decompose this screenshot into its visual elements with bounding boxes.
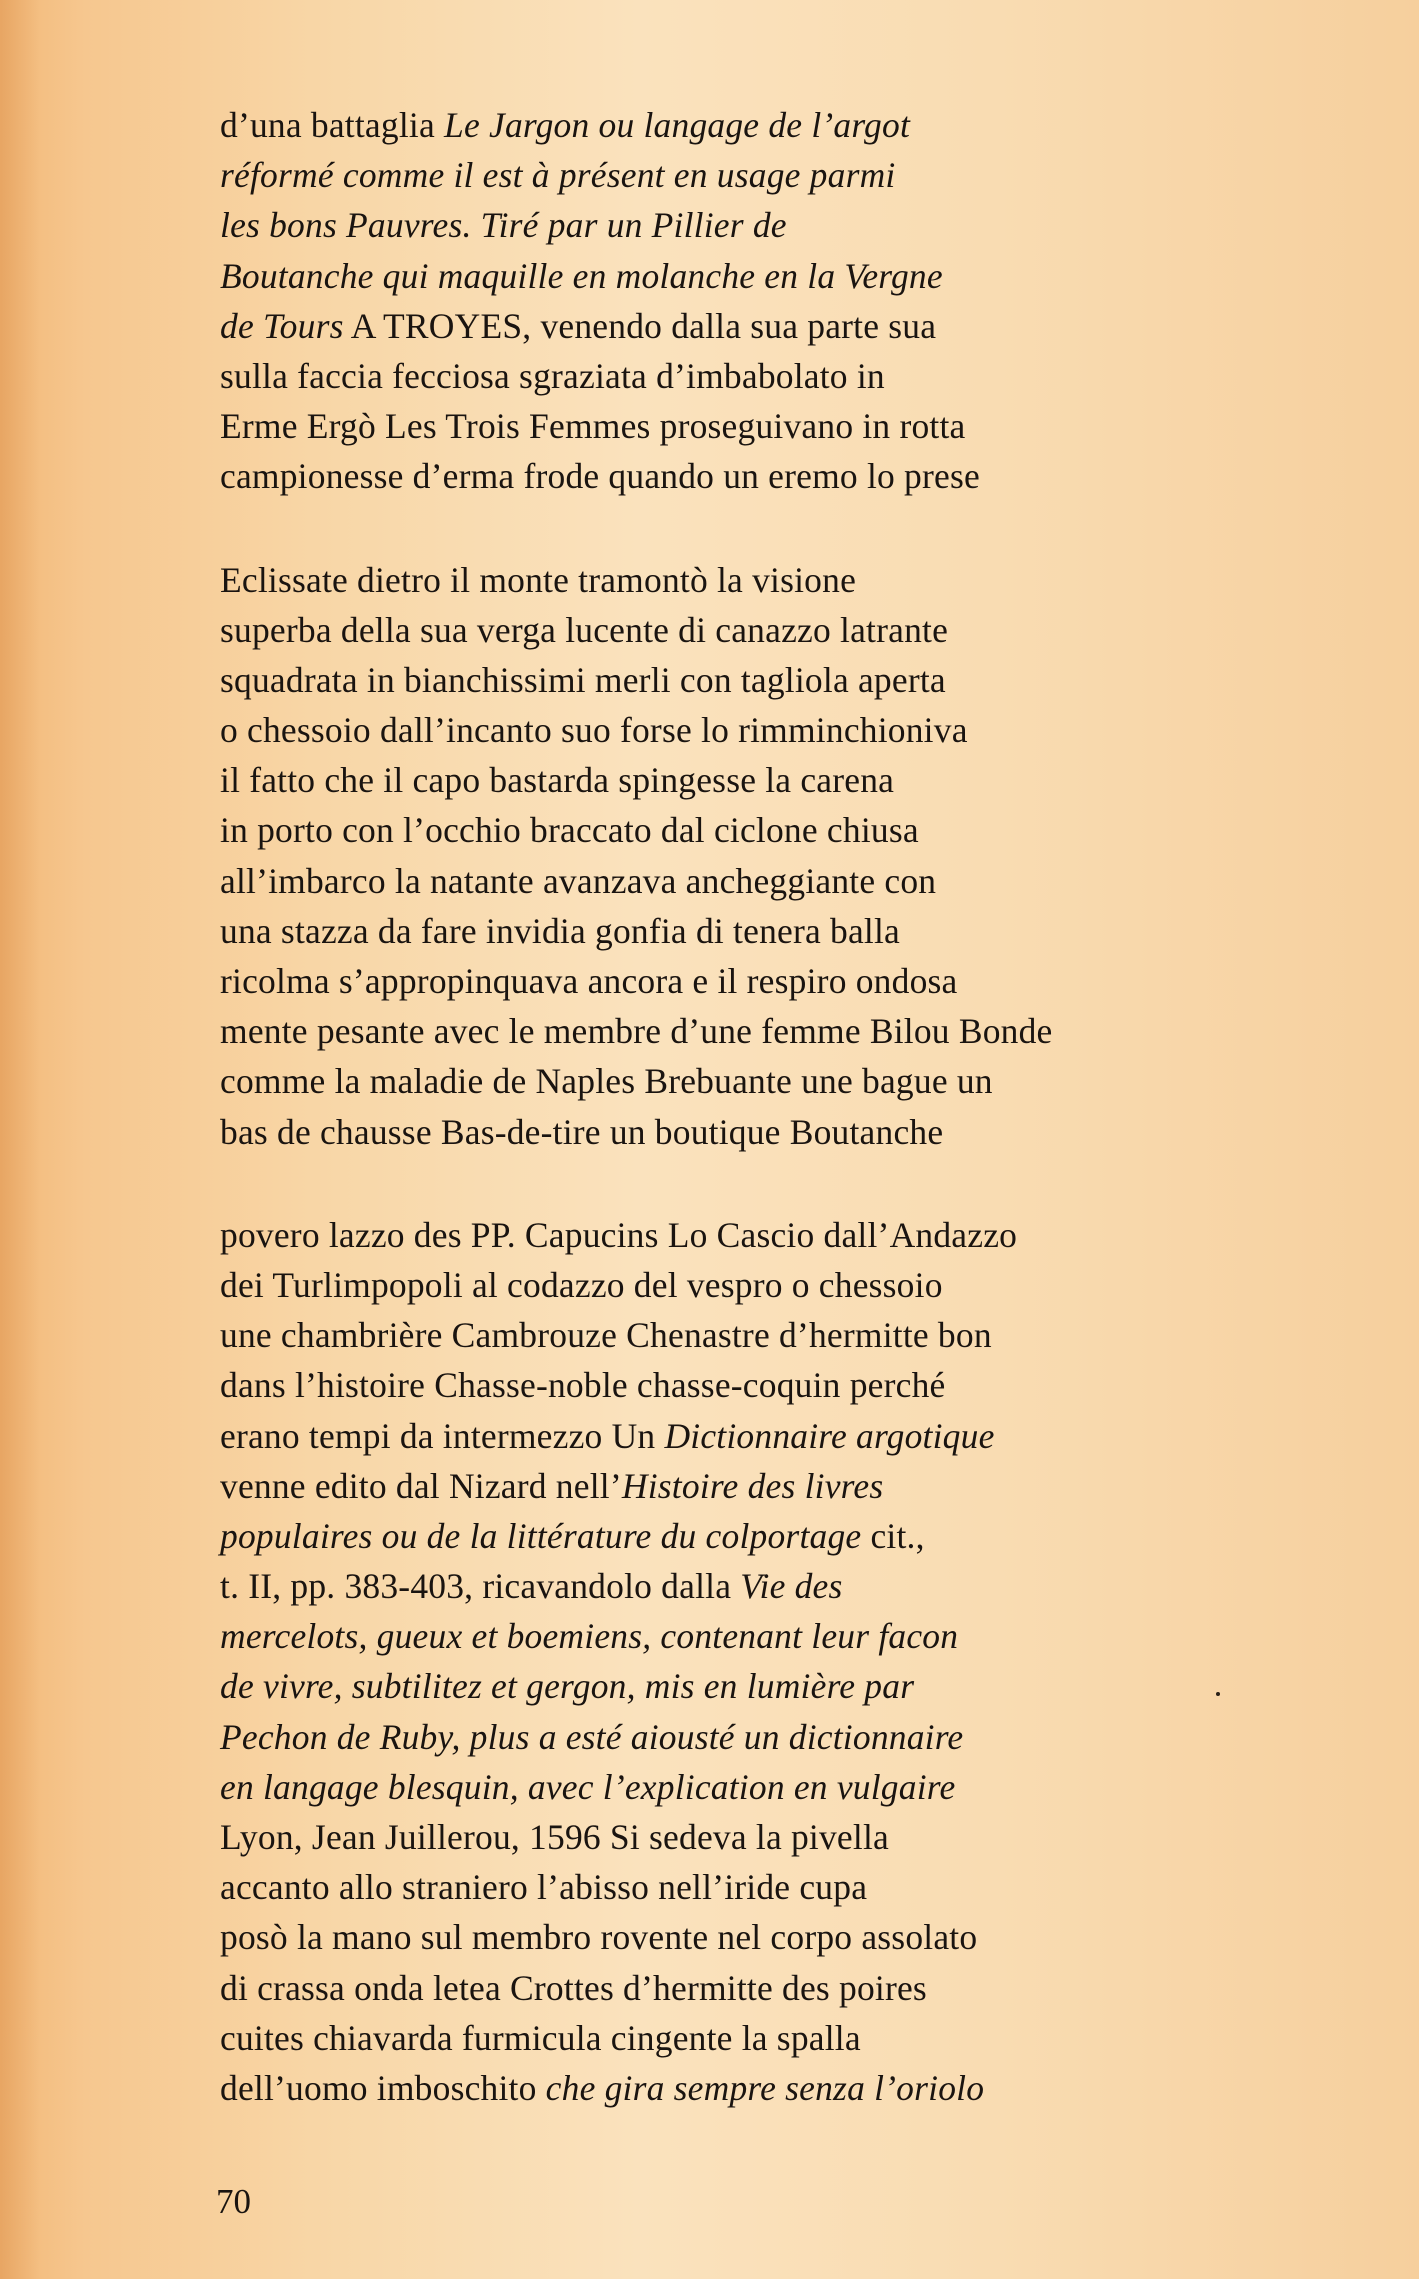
italic-segment: réformé comme il est à présent en usage parmi (220, 155, 896, 196)
text-line (220, 1107, 1340, 1157)
text-line (220, 805, 1340, 855)
poem-text (220, 100, 1340, 2113)
italic-segment: che gira sempre senza l’oriolo (545, 2067, 985, 2108)
text-segment: d’una battaglia (220, 105, 445, 145)
page-number: 70 (216, 2182, 251, 2221)
text-line (220, 1006, 1340, 1056)
text-segment: mente pesante avec le membre d’une femme Bilou Bonde (220, 1011, 1053, 1052)
text-segment: Lyon, Jean Juillerou, 1596 Si sedeva la pivella (220, 1817, 889, 1857)
stanza (220, 555, 1340, 1157)
italic-segment: Vie des (740, 1566, 843, 1607)
text-segment: A TROYES, venendo dalla sua parte sua (343, 305, 937, 346)
text-line (220, 1561, 1340, 1611)
text-line (220, 1611, 1340, 1661)
text-segment: accanto allo straniero l’abisso nell’iride cupa (220, 1867, 868, 1908)
text-segment: une chambrière Cambrouze Chenastre d’hermitte bon (220, 1315, 992, 1356)
italic-segment: en langage blesquin, avec l’explication en vulgaire (220, 1766, 956, 1807)
text-line (220, 555, 1340, 605)
text-segment: posò la mano sul membro rovente nel corpo assolato (220, 1917, 978, 1958)
text-line (220, 2063, 1340, 2113)
italic-segment: Le Jargon ou langage de l’argot (444, 105, 911, 145)
text-line (220, 605, 1340, 655)
binding-shadow (0, 0, 40, 2279)
text-line (220, 856, 1340, 906)
text-segment: ricolma s’appropinquava ancora e il respiro ondosa (220, 961, 958, 1001)
text-line (220, 1360, 1340, 1410)
stanza (220, 100, 1340, 502)
italic-segment: populaires ou de la littérature du colportage (220, 1515, 862, 1556)
italic-segment: les bons Pauvres. Tiré par un Pillier de (220, 205, 787, 246)
text-line (220, 1511, 1340, 1561)
italic-segment: de vivre, subtilitez et gergon, mis en lumière par (220, 1666, 915, 1707)
text-line (220, 451, 1340, 501)
text-segment: dei Turlimpopoli al codazzo del vespro o chessoio (220, 1264, 943, 1305)
text-line (220, 351, 1340, 401)
text-segment: dell’uomo imboschito (220, 2067, 546, 2108)
text-line (220, 1056, 1340, 1106)
text-segment: Eclissate dietro il monte tramontò la visione (220, 559, 857, 600)
stanza (220, 1210, 1340, 2113)
text-line (220, 655, 1340, 705)
text-segment: di crassa onda letea Crottes d’hermitte des poires (220, 1967, 927, 2008)
italic-segment: Histoire des livres (621, 1465, 884, 1506)
text-segment: in porto con l’occhio braccato dal ciclone chiusa (220, 810, 919, 851)
stray-ink-dot (1216, 1692, 1220, 1696)
text-segment: Erme Ergò Les Trois Femmes proseguivano in rotta (220, 406, 966, 447)
text-segment: una stazza da fare invidia gonfia di tenera balla (220, 910, 901, 951)
text-line (220, 2013, 1340, 2063)
text-line (220, 1461, 1340, 1511)
text-line (220, 1260, 1340, 1310)
text-segment: squadrata in bianchissimi merli con tagliola aperta (220, 659, 946, 700)
text-segment: t. II, pp. 383-403, ricavandolo dalla (220, 1566, 741, 1607)
text-segment: sulla faccia fecciosa sgraziata d’imbabolato in (220, 355, 885, 396)
text-segment: povero lazzo des PP. Capucins Lo Cascio dall’Andazzo (220, 1214, 1018, 1255)
text-segment: erano tempi da intermezzo Un (220, 1415, 665, 1456)
text-line (220, 1812, 1340, 1862)
text-line (220, 1862, 1340, 1912)
text-segment: il fatto che il capo bastarda spingesse la carena (220, 760, 895, 801)
text-line (220, 401, 1340, 451)
text-line (220, 1310, 1340, 1360)
text-segment: o chessoio dall’incanto suo forse lo rimminchioniva (220, 710, 968, 751)
text-segment: cit., (861, 1515, 925, 1556)
italic-segment: mercelots, gueux et boemiens, contenant leur facon (220, 1616, 959, 1657)
text-segment: dans l’histoire Chasse-noble chasse-coquin perché (220, 1365, 946, 1406)
text-line (220, 1661, 1340, 1711)
italic-segment: de Tours (220, 305, 344, 346)
text-segment: all’imbarco la natante avanzava ancheggiante con (220, 860, 937, 901)
text-line (220, 301, 1340, 351)
italic-segment: Dictionnaire argotique (664, 1415, 995, 1456)
text-line (220, 100, 1340, 150)
italic-segment: Pechon de Ruby, plus a esté aiousté un dictionnaire (220, 1716, 964, 1757)
text-segment: venne edito dal Nizard nell’ (220, 1465, 622, 1506)
italic-segment: Boutanche qui maquille en molanche en la Vergne (220, 255, 943, 296)
text-line (220, 1963, 1340, 2013)
text-segment: cuites chiavarda furmicula cingente la spalla (220, 2017, 861, 2058)
text-line (220, 200, 1340, 250)
text-line (220, 705, 1340, 755)
text-line (220, 1712, 1340, 1762)
text-line (220, 956, 1340, 1006)
text-line (220, 906, 1340, 956)
text-line (220, 1210, 1340, 1260)
text-line (220, 1411, 1340, 1461)
text-segment: campionesse d’erma frode quando un eremo lo prese (220, 456, 980, 497)
text-segment: superba della sua verga lucente di canazzo latrante (220, 609, 949, 650)
text-line (220, 150, 1340, 200)
text-segment: comme la maladie de Naples Brebuante une bague un (220, 1061, 993, 1102)
text-line (220, 251, 1340, 301)
text-segment: bas de chausse Bas-de-tire un boutique Boutanche (220, 1111, 944, 1152)
text-line (220, 1762, 1340, 1812)
text-line (220, 755, 1340, 805)
text-line (220, 1912, 1340, 1962)
